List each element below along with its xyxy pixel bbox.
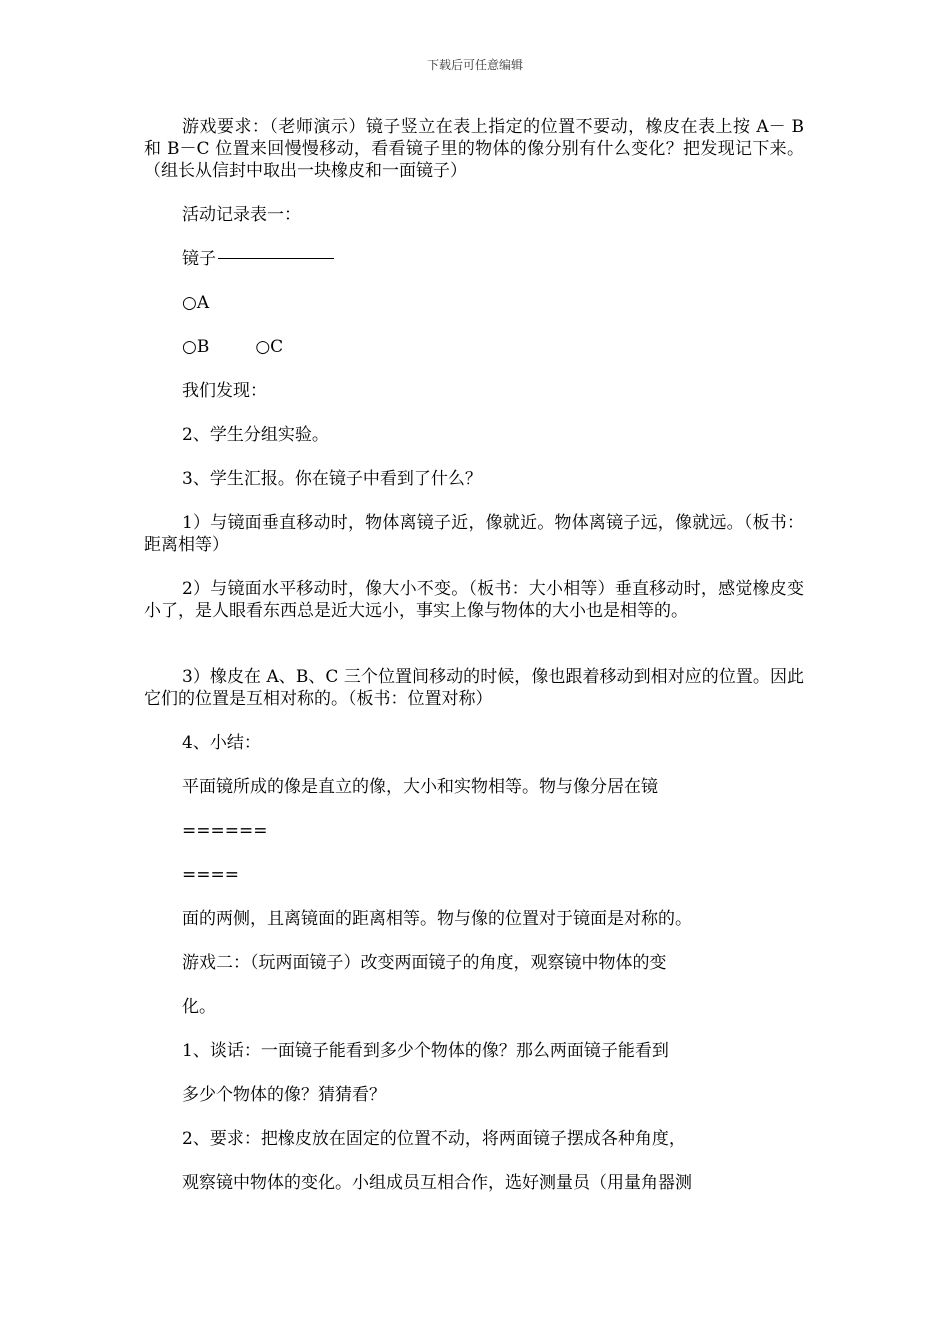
mirror-diagram-row <box>182 248 334 270</box>
game-rule-paragraph: 游戏要求：（老师演示）镜子竖立在表上指定的位置不要动，橡皮在表上按 A－ B 和 B－C 位置来回慢慢移动，看看镜子里的物体的像分别有什么变化？把发现记下来。（组长从信封中取出一块橡皮和一面镜子） <box>144 117 804 181</box>
requirement-line-2: 观察镜中物体的变化。小组成员互相合作，选好测量员（用量角器测 <box>182 1173 692 1193</box>
step-2-text: 2、学生分组实验。 <box>182 425 329 445</box>
finding-1-paragraph: 1）与镜面垂直移动时，物体离镜子近，像就近。物体离镜子远，像就远。（板书：距离相等） <box>144 513 804 555</box>
finding-3-paragraph: 3）橡皮在 A、B、C 三个位置间移动的时候，像也跟着移动到相对应的位置。因此它们的位置是互相对称的。（板书：位置对称） <box>144 667 804 709</box>
point-b-label: ○B <box>182 337 210 357</box>
finding-2-paragraph: 2）与镜面水平移动时，像大小不变。（板书：大小相等）垂直移动时，感觉橡皮变小了，是人眼看东西总是近大远小，事实上像与物体的大小也是相等的。 <box>144 579 804 621</box>
points-bc-row <box>182 336 283 358</box>
separator-line-1: ====== <box>182 821 268 841</box>
mirror-label: 镜子 <box>182 249 216 269</box>
summary-line-2: 面的两侧，且离镜面的距离相等。物与像的位置对于镜面是对称的。 <box>182 909 692 929</box>
step-4-text: 4、小结： <box>182 733 261 753</box>
summary-line-1: 平面镜所成的像是直立的像，大小和实物相等。物与像分居在镜 <box>182 777 658 797</box>
talk-line-2: 多少个物体的像？猜猜看？ <box>182 1085 386 1105</box>
step-3-text: 3、学生汇报。你在镜子中看到了什么？ <box>182 469 482 489</box>
requirement-line-1: 2、要求：把橡皮放在固定的位置不动，将两面镜子摆成各种角度， <box>182 1129 686 1149</box>
mirror-line <box>218 258 334 259</box>
record-table-title: 活动记录表一： <box>182 205 301 225</box>
separator-line-2: ==== <box>182 865 239 885</box>
game-2-line-2: 化。 <box>182 997 216 1017</box>
point-c-label: ○C <box>255 337 284 357</box>
talk-line-1: 1、谈话：一面镜子能看到多少个物体的像？那么两面镜子能看到 <box>182 1041 669 1061</box>
point-a-label: ○A <box>182 293 210 313</box>
game-2-line-1: 游戏二：（玩两面镜子）改变两面镜子的角度，观察镜中物体的变 <box>182 953 667 973</box>
we-found-label: 我们发现： <box>182 381 267 401</box>
page-header: 下载后可任意编辑 <box>426 58 523 72</box>
